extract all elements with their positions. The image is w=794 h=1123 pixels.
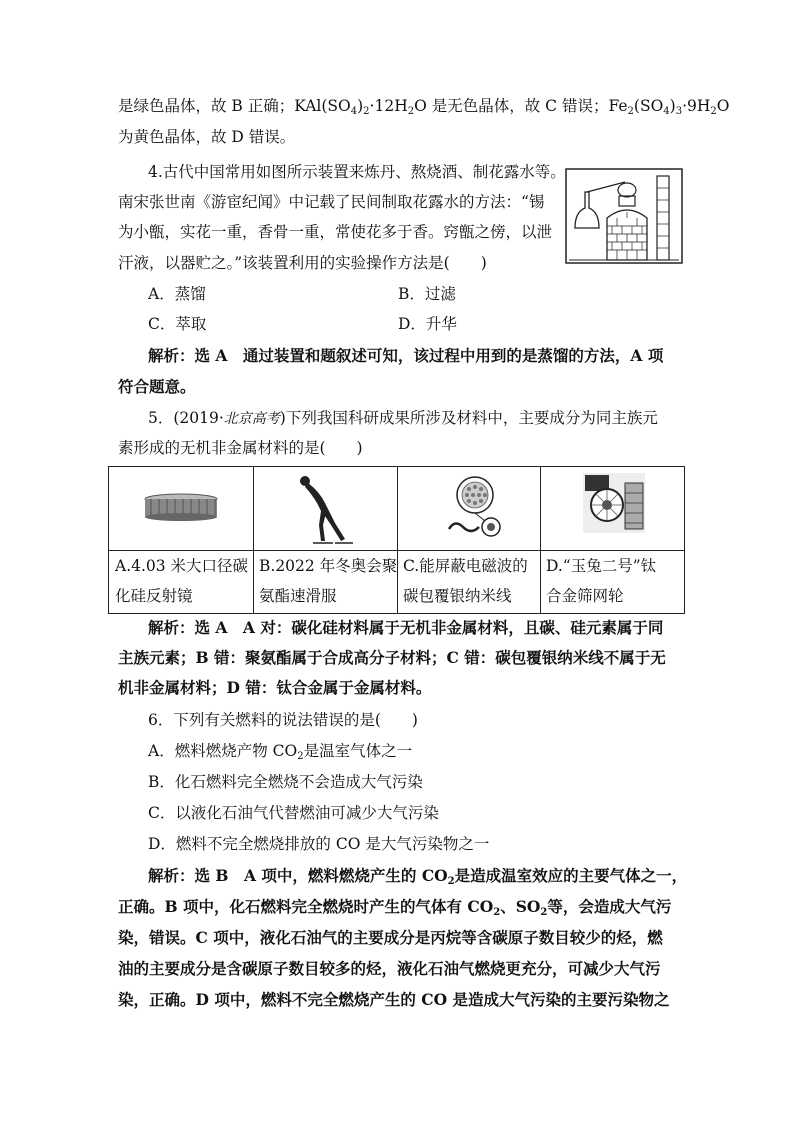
text-span: 是绿色晶体，故 B 正确；KAl(SO <box>118 97 351 115</box>
cell-text-line: 碳包覆银纳米线 <box>403 587 512 605</box>
text-span: 等，会造成大气污 <box>547 897 672 916</box>
mirror-image <box>143 493 219 523</box>
text-span: ·9H <box>682 97 711 115</box>
option-b: B．化石燃料完全燃烧不会造成大气污染 <box>148 773 423 791</box>
cell-text-line: D.“玉兔二号”钛 <box>546 557 657 575</box>
text-line <box>118 96 730 116</box>
option-c: C．以液化石油气代替燃油可减少大气污染 <box>148 804 439 822</box>
table-cell-c <box>403 551 528 611</box>
option-a: A．蒸馏 <box>148 285 206 303</box>
answer-6-line <box>148 866 687 886</box>
answer-4-line: 符合题意。 <box>118 377 196 396</box>
question-4-line: 南宋张世南《游宦纪闻》中记载了民间制取花露水的方法：“锡 <box>118 193 545 211</box>
question-4-line: 汗液，以器贮之。”该装置利用的实验操作方法是( ) <box>118 254 487 272</box>
subscript: 2 <box>493 907 501 918</box>
option-d: D．升华 <box>398 315 457 333</box>
text-span: )下列我国科研成果所涉及材料中，主要成分为同主族元 <box>279 409 658 427</box>
answer-6-line: 油的主要成分是含碳原子数目较多的烃，液化石油气燃烧更充分，可减少大气污 <box>118 959 661 978</box>
rover-wheel-image <box>583 473 645 533</box>
text-line: 为黄色晶体，故 D 错误。 <box>118 128 296 146</box>
source-label: 北京高考 <box>223 411 280 427</box>
subscript: 2 <box>627 106 634 117</box>
table-divider <box>540 467 541 613</box>
text-span: 解析：选 B A 项中，燃料燃烧产生的 CO <box>148 866 448 885</box>
distillation-apparatus-figure <box>565 168 683 264</box>
text-span: (SO <box>633 97 664 115</box>
text-span: ·12H <box>369 97 408 115</box>
answer-5-line: 解析：选 A A 对：碳化硅材料属于无机非金属材料，且碳、硅元素属于同 <box>148 618 664 637</box>
cell-text-line: A.4.03 米大口径碳 <box>115 557 249 575</box>
subscript: 2 <box>710 106 717 117</box>
cell-text-line: 合金筛网轮 <box>546 587 624 605</box>
answer-6-line <box>118 897 671 917</box>
subscript: 2 <box>363 106 370 117</box>
question-4-line: 为小甑，实花一重，香骨一重，常使花多于香。窍甑之傍，以泄 <box>118 223 553 241</box>
answer-5-line: 机非金属材料；D 错：钛合金属于金属材料。 <box>118 678 432 697</box>
text-span: O 是无色晶体，故 C 错误；Fe <box>414 97 628 115</box>
question-4-line: 4.古代中国常用如图所示装置来炼丹、熬烧酒、制花露水等。 <box>148 163 566 181</box>
subscript: 4 <box>350 106 358 117</box>
subscript: 2 <box>407 106 415 117</box>
answer-6-line: 染，正确。D 项中，燃料不完全燃烧产生的 CO 是造成大气污染的主要污染物之 <box>118 990 670 1009</box>
question-6-line: 6．下列有关燃料的说法错误的是( ) <box>148 711 418 729</box>
option-b: B．过滤 <box>398 285 456 303</box>
cell-text-line: B.2022 年冬奥会聚 <box>259 557 398 575</box>
text-span: ) <box>669 97 676 115</box>
option-c: C．萃取 <box>148 315 207 333</box>
text-span: 是造成温室效应的主要气体之一， <box>454 866 688 885</box>
table-cell-a <box>115 551 248 611</box>
answer-6-line: 染，错误。C 项中，液化石油气的主要成分是丙烷等含碳原子数目较少的烃，燃 <box>118 928 663 947</box>
speed-skater-image <box>295 473 357 547</box>
option-a <box>148 741 412 761</box>
text-span: A．燃料燃烧产物 CO <box>148 742 298 760</box>
subscript: 3 <box>675 106 683 117</box>
table-cell-b <box>259 551 397 611</box>
subscript: 2 <box>297 751 304 762</box>
cell-text-line: C.能屏蔽电磁波的 <box>403 557 528 575</box>
materials-table <box>108 466 685 614</box>
subscript: 4 <box>663 106 670 117</box>
question-5-line: 素形成的无机非金属材料的是( ) <box>118 439 363 457</box>
cell-text-line: 氨酯速滑服 <box>259 587 337 605</box>
text-span: 5．(2019· <box>148 409 224 427</box>
answer-4-line: 解析：选 A 通过装置和题叙述可知，该过程中用到的是蒸馏的方法，A 项 <box>148 346 664 365</box>
table-divider <box>253 467 254 613</box>
option-d: D．燃料不完全燃烧排放的 CO 是大气污染物之一 <box>148 835 490 853</box>
text-span: ) <box>357 97 364 115</box>
table-cell-d <box>546 551 656 611</box>
subscript: 2 <box>447 876 455 887</box>
text-span: O <box>716 97 730 115</box>
text-span: 正确。B 项中，化石燃料完全燃烧时产生的气体有 CO <box>118 897 494 916</box>
text-span: 、SO <box>500 897 541 916</box>
question-5-line <box>148 408 658 429</box>
answer-5-line: 主族元素；B 错：聚氨酯属于合成高分子材料；C 错：碳包覆银纳米线不属于无 <box>118 648 666 667</box>
cell-text-line: 化硅反射镜 <box>115 587 193 605</box>
nanowire-diagram-image <box>445 473 507 545</box>
subscript: 2 <box>540 907 548 918</box>
text-span: 是温室气体之一 <box>303 742 413 760</box>
